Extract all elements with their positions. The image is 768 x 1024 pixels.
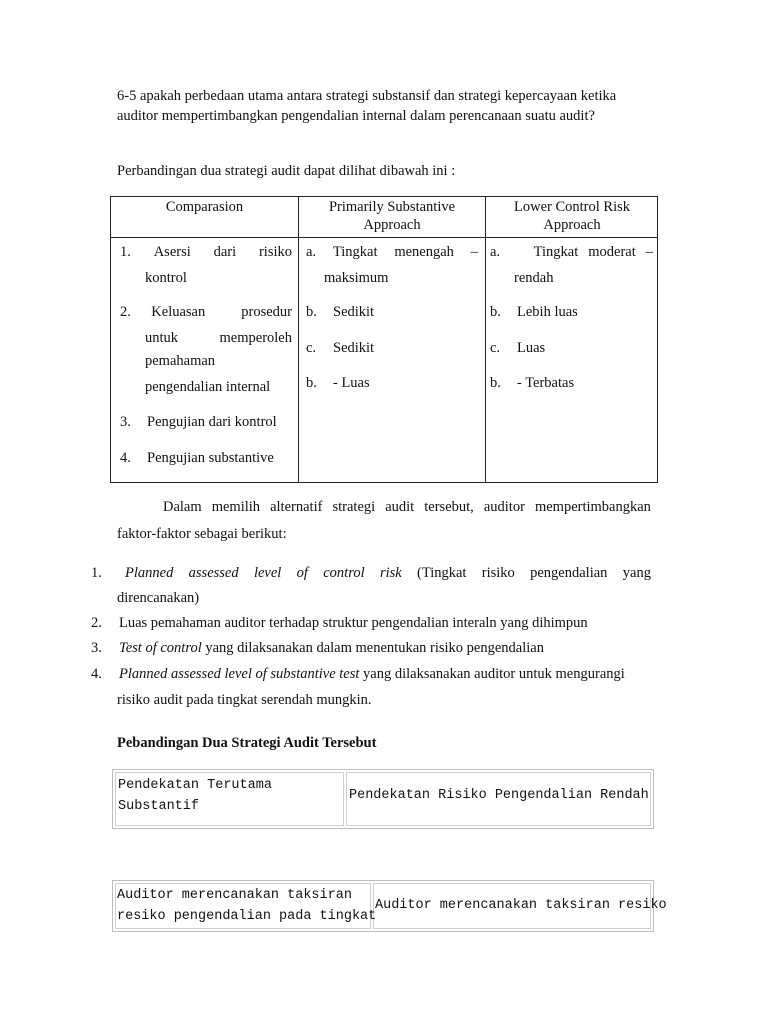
intro-text: Perbandingan dua strategi audit dapat dilihat dibawah ini : <box>117 163 456 179</box>
comparison-table <box>110 196 658 483</box>
col1-row2-word3: untuk <box>145 330 179 346</box>
factor-1-i1: Planned <box>125 565 174 581</box>
col3-row1-mark: a. <box>490 244 501 260</box>
factor-1-n3: pengendalian <box>530 565 608 581</box>
col2-row3-mark: c. <box>306 340 317 356</box>
table-divider-2 <box>485 197 486 482</box>
col3-row3-text: Luas <box>517 340 546 356</box>
factor-1-i5: control <box>323 565 365 581</box>
factor-2-num: 2. <box>91 615 102 631</box>
factor-3-num: 3. <box>91 640 102 656</box>
planning-table <box>112 880 667 932</box>
strategy-table <box>112 769 654 829</box>
col2-row1 <box>306 243 478 261</box>
factor-4-cont: risiko audit pada tingkat serendah mungkin. <box>117 692 372 708</box>
col1-row1-cont: kontrol <box>145 270 187 286</box>
col3-row3-mark: c. <box>490 340 501 356</box>
factor-1-i2: assessed <box>188 565 239 581</box>
fi-word-2: memilih <box>211 499 261 515</box>
factor-2-text: Luas pemahaman auditor terhadap struktur pengendalian interaln yang dihimpun <box>119 615 588 631</box>
fi-word-4: strategi <box>332 499 376 515</box>
col1-row1 <box>120 243 292 261</box>
col1-row2-word2: prosedur <box>241 304 292 320</box>
col1-row1-word3: risiko <box>258 244 292 260</box>
col3-row1-word2: moderat <box>588 244 636 260</box>
strategy-left-line-1: Pendekatan Terutama <box>118 778 272 793</box>
col1-row2-line2 <box>145 329 292 347</box>
col3-row2-text: Lebih luas <box>517 304 578 320</box>
col2-row1-word2: menengah <box>394 244 454 260</box>
factor-1-n1: (Tingkat <box>417 565 467 581</box>
question-line-2: auditor mempertimbangkan pengendalian internal dalam perencanaan suatu audit? <box>117 108 595 124</box>
factor-4-italic: Planned assessed level of substantive test <box>119 666 360 682</box>
factor-1-n4: yang <box>622 565 651 581</box>
planning-left-line-2: resiko pengendalian pada tingkat <box>117 909 377 924</box>
col1-row1-num: 1. <box>120 244 131 260</box>
factor-1-i6: risk <box>379 565 402 581</box>
factor-1-i4: of <box>296 565 308 581</box>
col1-row3-num: 3. <box>120 414 131 430</box>
factors-intro-line-2: faktor-faktor sebagai berikut: <box>117 526 287 542</box>
col1-row4-text: Pengujian substantive <box>147 450 274 466</box>
col3-row4-mark: b. <box>490 375 501 391</box>
header-substantive-line-2: Approach <box>363 217 421 233</box>
col3-row2-mark: b. <box>490 304 501 320</box>
col1-row2-word4: memperoleh <box>219 330 292 346</box>
factor-1-num: 1. <box>91 565 102 581</box>
col1-row1-word1: Asersi <box>153 244 191 260</box>
col3-row1-word1: Tingkat <box>533 244 579 260</box>
question-line-1: 6-5 apakah perbedaan utama antara strategi substansif dan strategi kepercayaan ketika <box>117 88 617 104</box>
fi-word-8: mempertimbangkan <box>534 499 651 515</box>
table-header-divider <box>111 237 657 238</box>
col1-row2-line4: pengendalian internal <box>145 379 271 395</box>
col2-row4-text: - Luas <box>333 375 370 391</box>
col2-row2-mark: b. <box>306 304 317 320</box>
col1-row4-num: 4. <box>120 450 131 466</box>
col3-row1 <box>490 243 653 261</box>
factor-1-cont: direncanakan) <box>117 590 200 606</box>
factor-4-line <box>119 666 625 683</box>
col3-row1-word3: – <box>645 244 653 260</box>
section-title: Pebandingan Dua Strategi Audit Tersebut <box>117 735 377 751</box>
factor-1-i3: level <box>253 565 282 581</box>
col1-row2 <box>120 303 292 321</box>
factor-1-n2: risiko <box>481 565 515 581</box>
col1-row2-word1: Keluasan <box>151 304 206 320</box>
col2-row1-cont: maksimum <box>324 270 389 286</box>
col2-row3-text: Sedikit <box>333 340 375 356</box>
col3-row4-text: - Terbatas <box>517 375 575 391</box>
factor-4-rest: yang dilaksanakan auditor untuk mengurangi <box>359 666 625 682</box>
strategy-left-line-2: Substantif <box>118 799 200 814</box>
strategy-right-text: Pendekatan Risiko Pengendalian Rendah <box>349 788 649 803</box>
col1-row2-num: 2. <box>120 304 131 320</box>
col3-row1-cont: rendah <box>514 270 554 286</box>
col2-row4-mark: b. <box>306 375 317 391</box>
fi-word-6: tersebut, <box>424 499 474 515</box>
planning-left-line-1: Auditor merencanakan taksiran <box>117 888 352 903</box>
col2-row1-mark: a. <box>306 244 317 260</box>
table-divider-1 <box>298 197 299 482</box>
col2-row1-word1: Tingkat <box>332 244 378 260</box>
col1-row3-text: Pengujian dari kontrol <box>147 414 277 430</box>
col2-row1-word3: – <box>470 244 478 260</box>
header-low-risk-line-1: Lower Control Risk <box>514 199 630 215</box>
col1-row1-word2: dari <box>213 244 237 260</box>
factors-intro-line-1 <box>163 499 651 516</box>
header-comparasion: Comparasion <box>165 199 244 215</box>
header-substantive-line-1: Primarily Substantive <box>328 199 456 215</box>
fi-word-5: audit <box>385 499 415 515</box>
factor-3-line <box>119 640 544 657</box>
col2-row2-text: Sedikit <box>333 304 375 320</box>
factor-1-line <box>125 565 651 582</box>
header-low-risk-line-2: Approach <box>543 217 601 233</box>
fi-word-7: auditor <box>483 499 525 515</box>
factor-3-rest: yang dilaksanakan dalam menentukan risiko pengendalian <box>201 640 544 656</box>
fi-word-3: alternatif <box>270 499 323 515</box>
col1-row2-line3: pemahaman <box>145 353 216 369</box>
planning-right-text: Auditor merencanakan taksiran resiko <box>375 898 667 913</box>
factor-4-num: 4. <box>91 666 102 682</box>
factor-3-italic: Test of control <box>119 640 202 656</box>
fi-word-1: Dalam <box>163 499 202 515</box>
